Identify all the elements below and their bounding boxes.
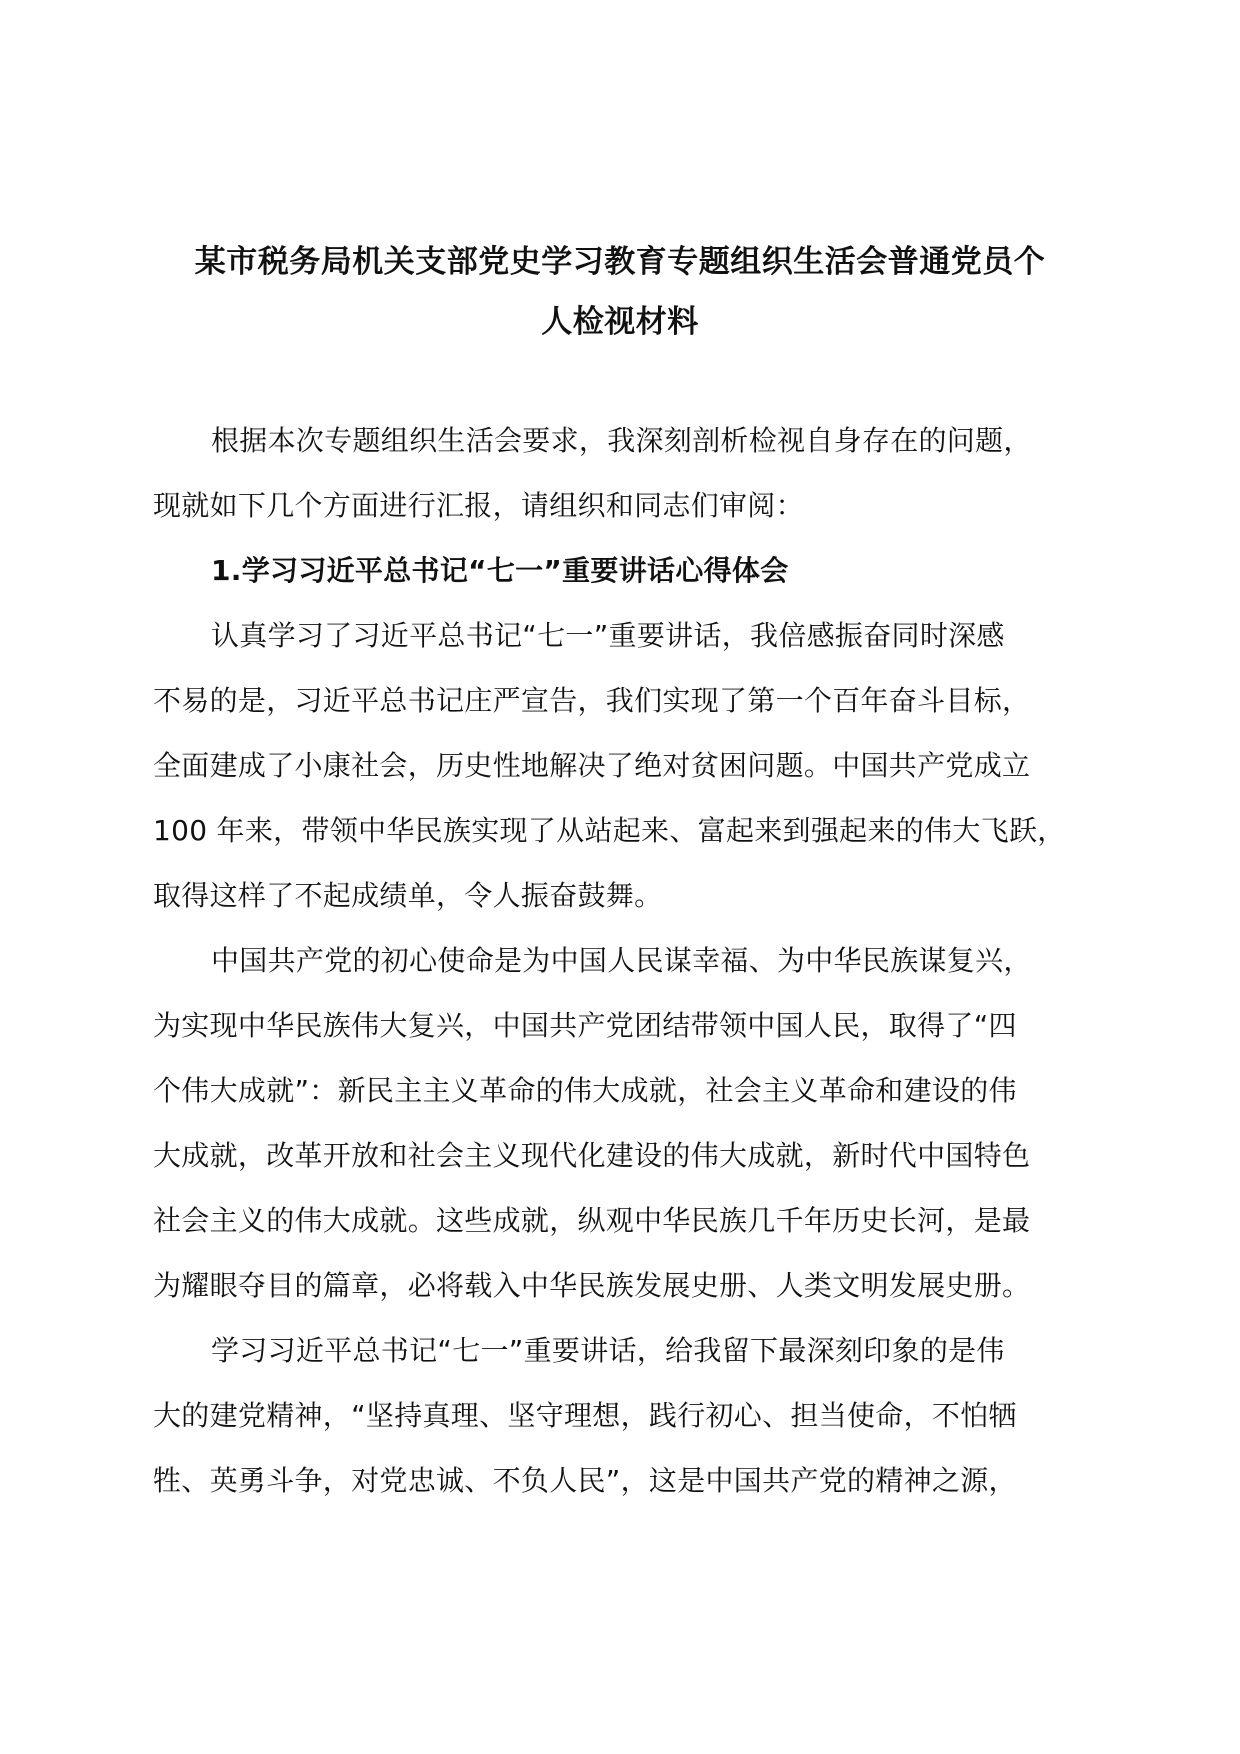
paragraph-line: 牲、英勇斗争，对党忠诚、不负人民”，这是中国共产党的精神之源， (153, 1464, 1017, 1497)
paragraph-line: 根据本次专题组织生活会要求，我深刻剖析检视自身存在的问题， (211, 424, 1032, 457)
paragraph-line: 现就如下几个方面进行汇报，请组织和同志们审阅： (153, 489, 804, 522)
title-line-1: 某市税务局机关支部党史学习教育专题组织生活会普通党员个 (194, 244, 1046, 280)
paragraph-line: 学习习近平总书记“七一”重要讲话，给我留下最深刻印象的是伟 (211, 1334, 1005, 1367)
paragraph-line: 不易的是，习近平总书记庄严宣告，我们实现了第一个百年奋斗目标， (153, 684, 1031, 717)
document-body (153, 408, 1113, 1513)
paragraph-line: 100 年来，带领中华民族实现了从站起来、富起来到强起来的伟大飞跃， (153, 814, 1066, 847)
paragraph-line: 中国共产党的初心使命是为中国人民谋幸福、为中华民族谋复兴， (211, 944, 1032, 977)
paragraph-line: 全面建成了小康社会，历史性地解决了绝对贫困问题。中国共产党成立 (153, 749, 1031, 782)
paragraph-line: 为耀眼夺目的篇章，必将载入中华民族发展史册、人类文明发展史册。 (153, 1269, 1031, 1302)
title-line-2: 人检视材料 (541, 304, 699, 340)
paragraph-line: 个伟大成就”：新民主主义革命的伟大成就，社会主义革命和建设的伟 (153, 1074, 1017, 1107)
document-title (150, 232, 1090, 352)
paragraph-line: 大成就，改革开放和社会主义现代化建设的伟大成就，新时代中国特色 (153, 1139, 1031, 1172)
paragraph-line: 社会主义的伟大成就。这些成就，纵观中华民族几千年历史长河，是最 (153, 1204, 1031, 1237)
paragraph-line: 取得这样了不起成绩单，令人振奋鼓舞。 (153, 879, 663, 912)
paragraph-line: 为实现中华民族伟大复兴，中国共产党团结带领中国人民，取得了“四 (153, 1009, 1017, 1042)
section-heading: 1.学习习近平总书记“七一”重要讲话心得体会 (211, 554, 789, 587)
paragraph-line: 大的建党精神，“坚持真理、坚守理想，践行初心、担当使命，不怕牺 (153, 1399, 1017, 1432)
paragraph-line: 认真学习了习近平总书记“七一”重要讲话，我倍感振奋同时深感 (211, 619, 1005, 652)
